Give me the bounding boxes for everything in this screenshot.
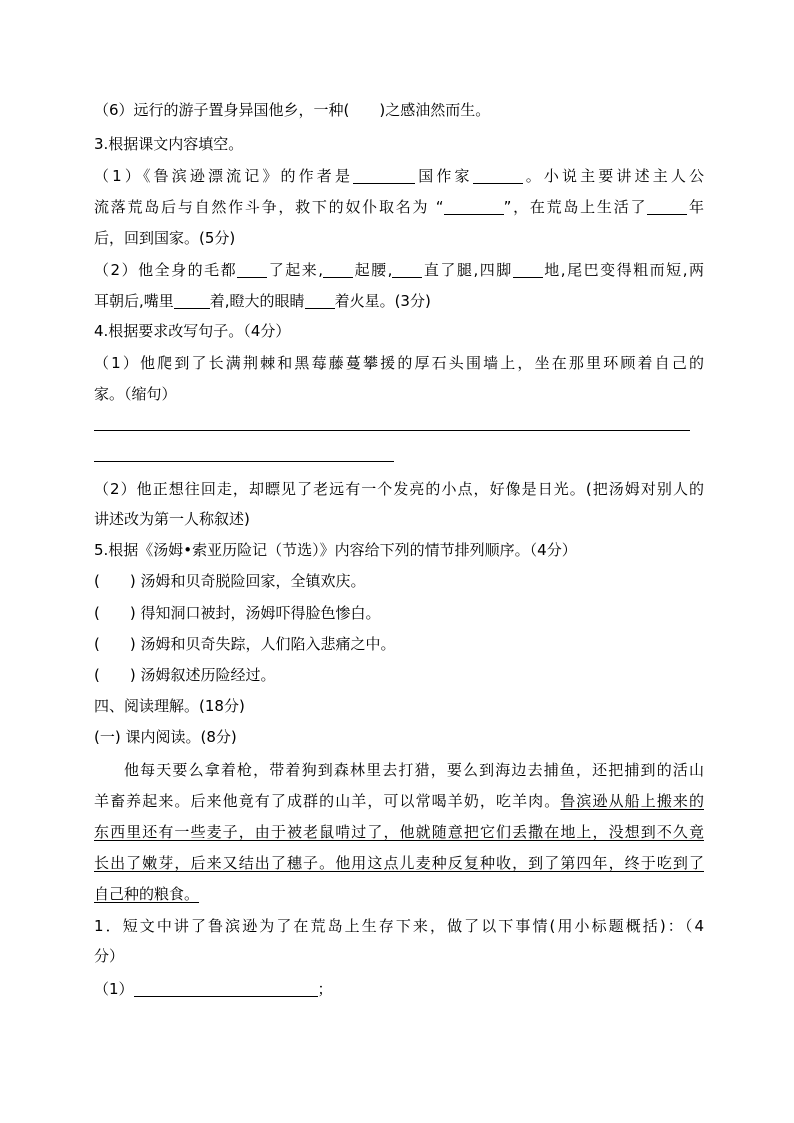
passage-line-5: 自己种的粮食。 (94, 885, 200, 903)
rewrite-1-line-1: （1）他爬到了长满荆棘和黑莓藤蔓攀援的厚石头围墙上，坐在那里环顾着自己的 (94, 354, 704, 372)
blank-years (647, 199, 687, 215)
blank-1 (237, 262, 267, 278)
order-item-1: ( ) 汤姆和贝奇脱险回家，全镇欢庆。 (94, 572, 366, 590)
answer-blank-1 (134, 981, 318, 997)
blank-author (353, 168, 415, 184)
part-4-heading: 四、阅读理解。(18分) (94, 697, 245, 715)
order-item-4: ( ) 汤姆叙述历险经过。 (94, 666, 276, 684)
passage-line-3: 东西里还有一些麦子，由于被老鼠啃过了，他就随意把它们丢撒在地上，没想到不久竟 (94, 823, 704, 841)
underlined-text: 鲁滨逊从船上搬来的 (560, 792, 704, 810)
fill-in-2-line-2: 耳朝后,嘴里 着,瞪大的眼睛 着火星。(3分) (94, 292, 431, 310)
reading-1-heading: (一) 课内阅读。(8分) (94, 728, 237, 746)
fill-in-2-line-1: （2）他全身的毛都 了起来, 起腰, 直了腿,四脚 地,尾巴变得粗而短,两 (94, 261, 704, 279)
section-4-heading: 4.根据要求改写句子。（4分） (94, 322, 291, 340)
answer-1: （1） ； (94, 980, 333, 998)
blank-4 (513, 262, 543, 278)
rewrite-2-line-1: （2）他正想往回走，却瞟见了老远有一个发亮的小点，好像是日光。(把汤姆对别人的 (94, 480, 704, 498)
blank-2 (323, 262, 353, 278)
passage-line-2: 羊畜养起来。后来他竟有了成群的山羊，可以常喝羊奶，吃羊肉。鲁滨逊从船上搬来的 (94, 792, 704, 810)
question-3-6: （6）远行的游子置身异国他乡，一种( )之感油然而生。 (94, 101, 491, 119)
rewrite-2-line-2: 讲述改为第一人称叙述) (94, 510, 250, 528)
passage-line-4: 长出了嫩芽，后来又结出了穗子。他用这点儿麦种反复种收，到了第四年，终于吃到了 (94, 854, 704, 872)
question-1-line-1: 1．短文中讲了鲁滨逊为了在荒岛上生存下来，做了以下事情(用小标题概括)：（4 (94, 917, 704, 935)
blank-6 (305, 293, 335, 309)
blank-3 (392, 262, 422, 278)
question-1-line-2: 分） (94, 947, 125, 965)
passage-line-1: 他每天要么拿着枪，带着狗到森林里去打猎，要么到海边去捕鱼，还把捕到的活山 (124, 761, 704, 779)
blank-nationality (473, 168, 523, 184)
order-item-3: ( ) 汤姆和贝奇失踪，人们陷入悲痛之中。 (94, 635, 396, 653)
rewrite-1-line-2: 家。（缩句） (94, 385, 177, 403)
section-3-heading: 3.根据课文内容填空。 (94, 135, 244, 153)
fill-in-1-line-2: 流落荒岛后与自然作斗争，救下的奴仆取名为 “ ”，在荒岛上生活了 年 (94, 198, 704, 216)
section-5-heading: 5.根据《汤姆•索亚历险记（节选）》内容给下列的情节排列顺序。（4分） (94, 541, 577, 559)
fill-in-1-line-1: （1）《鲁滨逊漂流记》的作者是 国作家 。小说主要讲述主人公 (94, 167, 704, 185)
answer-line-2 (94, 461, 394, 462)
answer-line-1 (94, 430, 690, 431)
order-item-2: ( ) 得知洞口被封，汤姆吓得脸色惨白。 (94, 604, 381, 622)
blank-5 (174, 293, 210, 309)
fill-in-1-line-3: 后，回到国家。(5分) (94, 229, 236, 247)
blank-servant-name (444, 199, 504, 215)
